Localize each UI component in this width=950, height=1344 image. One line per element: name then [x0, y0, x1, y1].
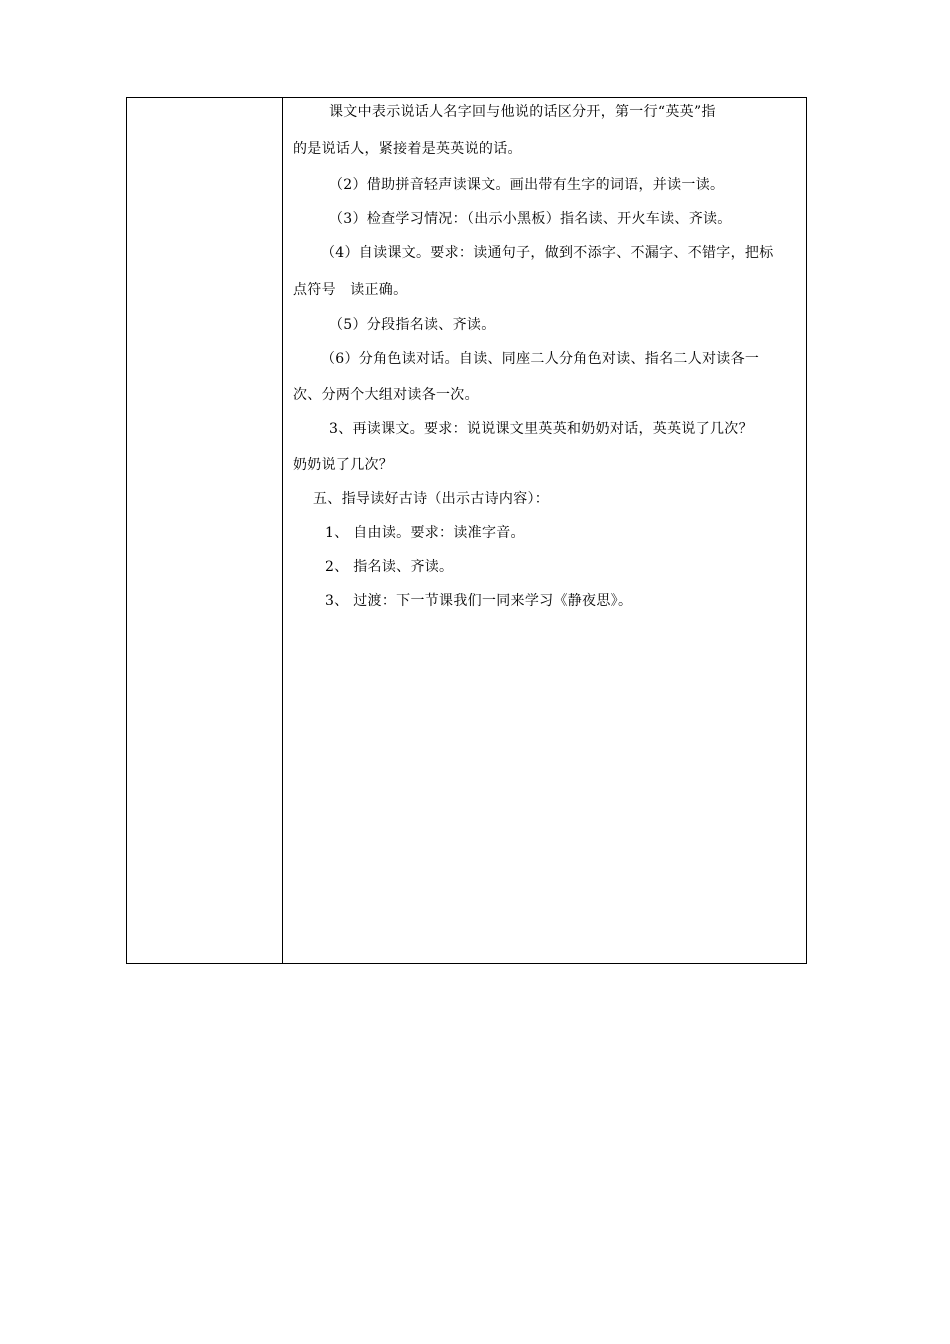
lesson-step-line: 3、再读课文。要求：说说课文里英英和奶奶对话，英英说了几次？	[329, 421, 753, 437]
lesson-step-line: （3）检查学习情况：（出示小黑板）指名读、开火车读、齐读。	[329, 211, 732, 227]
lesson-plan-table	[126, 97, 807, 964]
lesson-step-line: 1、 自由读。要求：读准字音。	[325, 525, 525, 541]
table-left-cell	[127, 98, 282, 963]
lesson-step-line: 点符号 读正确。	[293, 282, 408, 298]
lesson-step-line: 的是说话人，紧接着是英英说的话。	[293, 141, 522, 157]
lesson-step-line: （5）分段指名读、齐读。	[329, 317, 496, 333]
lesson-step-line: 五、指导读好古诗（出示古诗内容）：	[313, 491, 550, 507]
lesson-step-line: 3、 过渡：下一节课我们一同来学习《静夜思》。	[325, 593, 633, 609]
lesson-step-line: 次、分两个大组对读各一次。	[293, 387, 479, 403]
lesson-step-line: 课文中表示说话人名字回与他说的话区分开，第一行“英英”指	[329, 104, 716, 120]
lesson-step-line: 奶奶说了几次？	[293, 457, 394, 473]
lesson-step-line: 2、 指名读、齐读。	[325, 559, 454, 575]
lesson-step-line: （2）借助拼音轻声读课文。画出带有生字的词语，并读一读。	[329, 177, 725, 193]
table-column-divider	[282, 98, 283, 963]
lesson-step-line: （4）自读课文。要求：读通句子，做到不添字、不漏字、不错字，把标	[321, 245, 774, 261]
lesson-step-line: （6）分角色读对话。自读、同座二人分角色对读、指名二人对读各一	[321, 351, 760, 367]
